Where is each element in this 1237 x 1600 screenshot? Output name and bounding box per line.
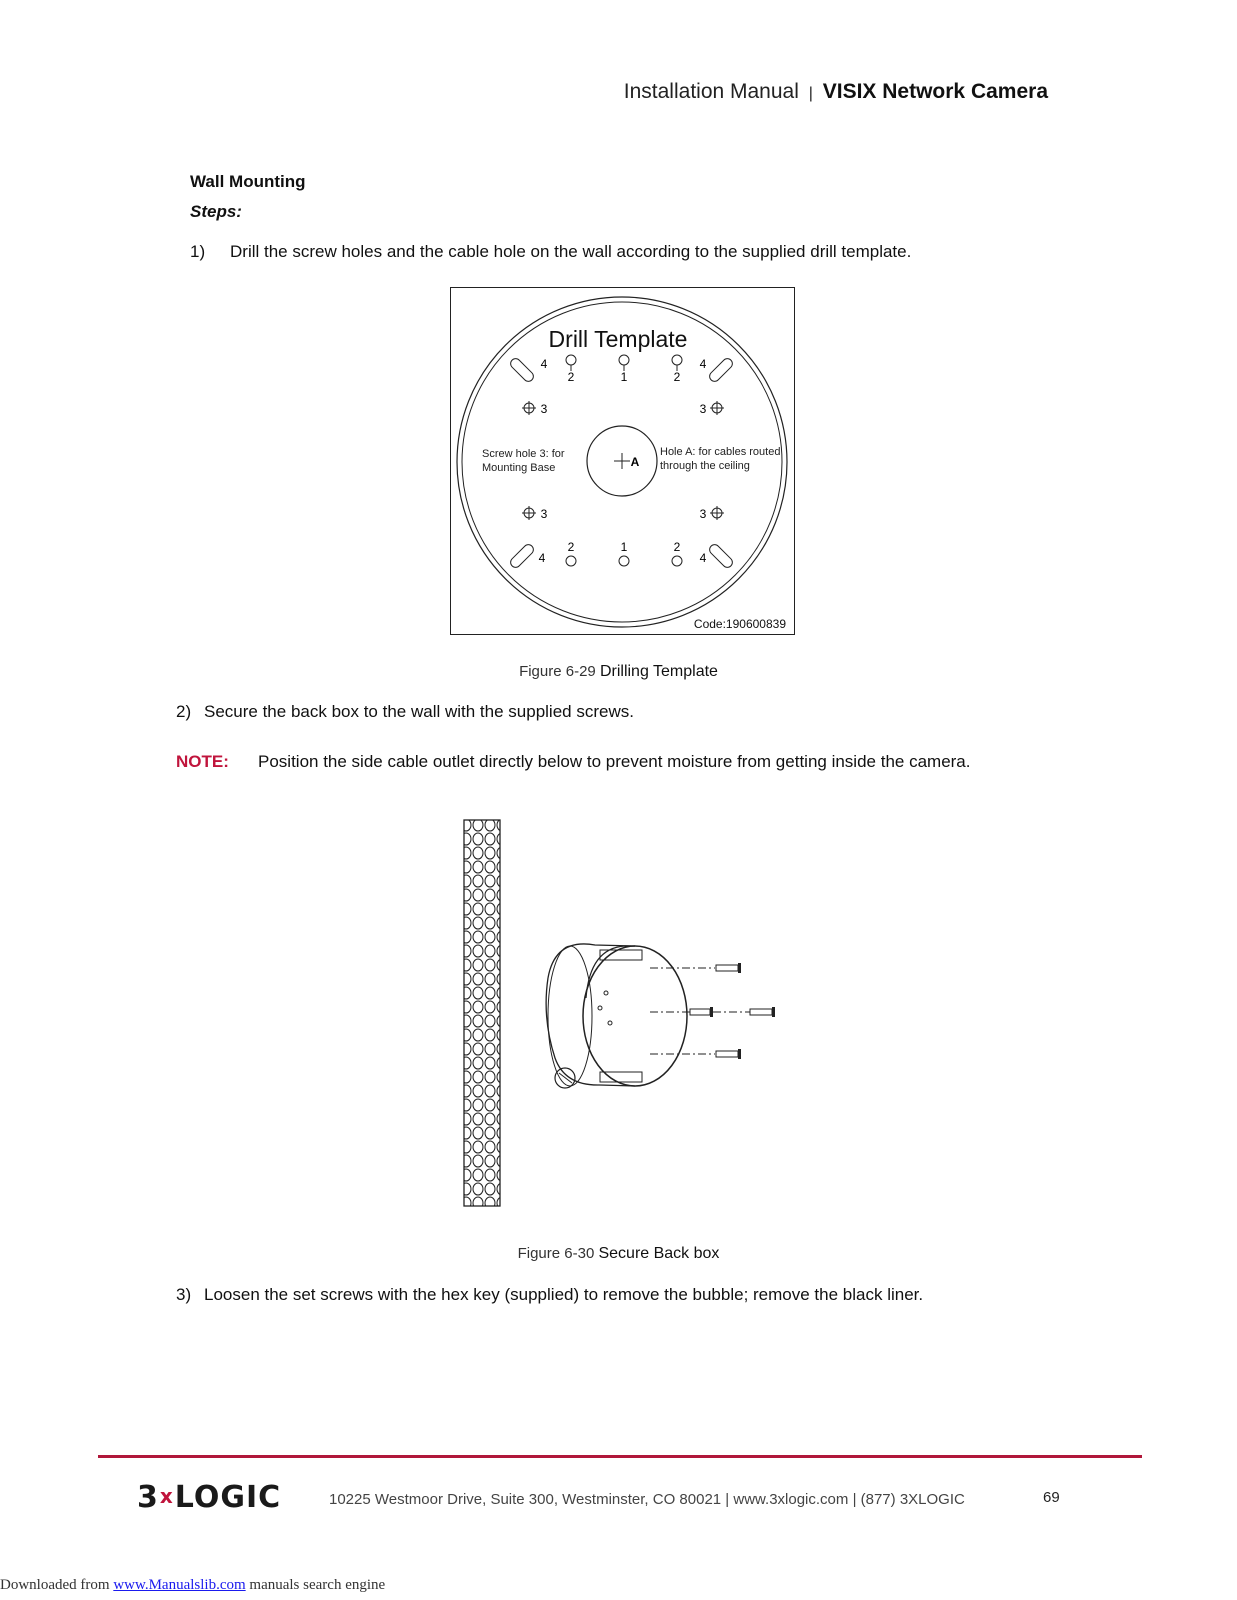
page-header: [0, 80, 1048, 104]
label-4-bl: 4: [538, 551, 546, 565]
label-1-top: 1: [620, 370, 628, 384]
download-banner: [0, 1577, 385, 1594]
manual-title: Installation Manual: [623, 80, 799, 103]
figure-title: Drilling Template: [599, 663, 718, 680]
logo-x: x: [159, 1484, 174, 1508]
manualslib-link[interactable]: www.Manualslib.com: [113, 1577, 246, 1593]
figure-title: Secure Back box: [598, 1245, 720, 1262]
template-title: Drill Template: [548, 326, 688, 352]
step-number: 2): [176, 702, 192, 721]
label-2-bottom-right: 2: [673, 540, 681, 554]
logo-part: 3: [137, 1480, 159, 1515]
left-note-1: Screw hole 3: for: [482, 448, 565, 460]
section-title: Wall Mounting: [190, 172, 306, 191]
label-1-bottom: 1: [620, 540, 628, 554]
figure-caption-2: [0, 1245, 1237, 1263]
step-number: 1): [190, 242, 206, 261]
figure-caption-1: [0, 663, 1237, 681]
figure-number: Figure 6-29: [519, 663, 596, 680]
label-3-tl: 3: [540, 402, 548, 416]
logo-part: LOGIC: [174, 1480, 282, 1515]
back-box: [546, 944, 687, 1088]
label-3-br: 3: [699, 507, 707, 521]
step-2: [176, 702, 634, 722]
label-4-br: 4: [699, 551, 707, 565]
step-3: [176, 1285, 923, 1305]
label-3-tr: 3: [699, 402, 707, 416]
download-suffix: manuals search engine: [245, 1577, 386, 1593]
label-2-bottom-left: 2: [567, 540, 575, 554]
footer-rule: [98, 1455, 1142, 1458]
note-label: NOTE:: [176, 752, 229, 771]
right-note-1: Hole A: for cables routed: [660, 446, 781, 458]
label-2-top-left: 2: [567, 370, 575, 384]
label-4-tr: 4: [699, 357, 707, 371]
header-separator: |: [808, 85, 813, 102]
step-text: Secure the back box to the wall with the supplied screws.: [204, 702, 634, 721]
step-number: 3): [176, 1285, 192, 1304]
back-box-figure: [460, 818, 790, 1208]
step-1: [190, 242, 911, 262]
footer-address: 10225 Westmoor Drive, Suite 300, Westminster, CO 80021 | www.3xlogic.com | (877) 3XLOGIC: [329, 1491, 965, 1508]
download-prefix: Downloaded from: [0, 1577, 114, 1593]
label-4-tl: 4: [540, 357, 548, 371]
page-number: 69: [1043, 1489, 1060, 1506]
left-note-2: Mounting Base: [482, 462, 556, 474]
note-text: Position the side cable outlet directly below to prevent moisture from getting inside the camera.: [258, 752, 971, 771]
step-text: Loosen the set screws with the hex key (supplied) to remove the bubble; remove the black liner.: [204, 1285, 924, 1304]
steps-label: Steps:: [190, 202, 242, 221]
product-name: VISIX Network Camera: [822, 80, 1048, 103]
center-label: A: [630, 455, 640, 469]
company-logo: [137, 1480, 281, 1515]
label-3-bl: 3: [540, 507, 548, 521]
drill-template-figure: [450, 287, 795, 635]
step-text: Drill the screw holes and the cable hole on the wall according to the supplied drill template.: [230, 242, 912, 261]
template-code: Code:190600839: [693, 617, 786, 631]
figure-number: Figure 6-30: [517, 1245, 595, 1262]
wall-section: [464, 820, 500, 1206]
right-note-2: through the ceiling: [660, 460, 750, 472]
label-2-top-right: 2: [673, 370, 681, 384]
